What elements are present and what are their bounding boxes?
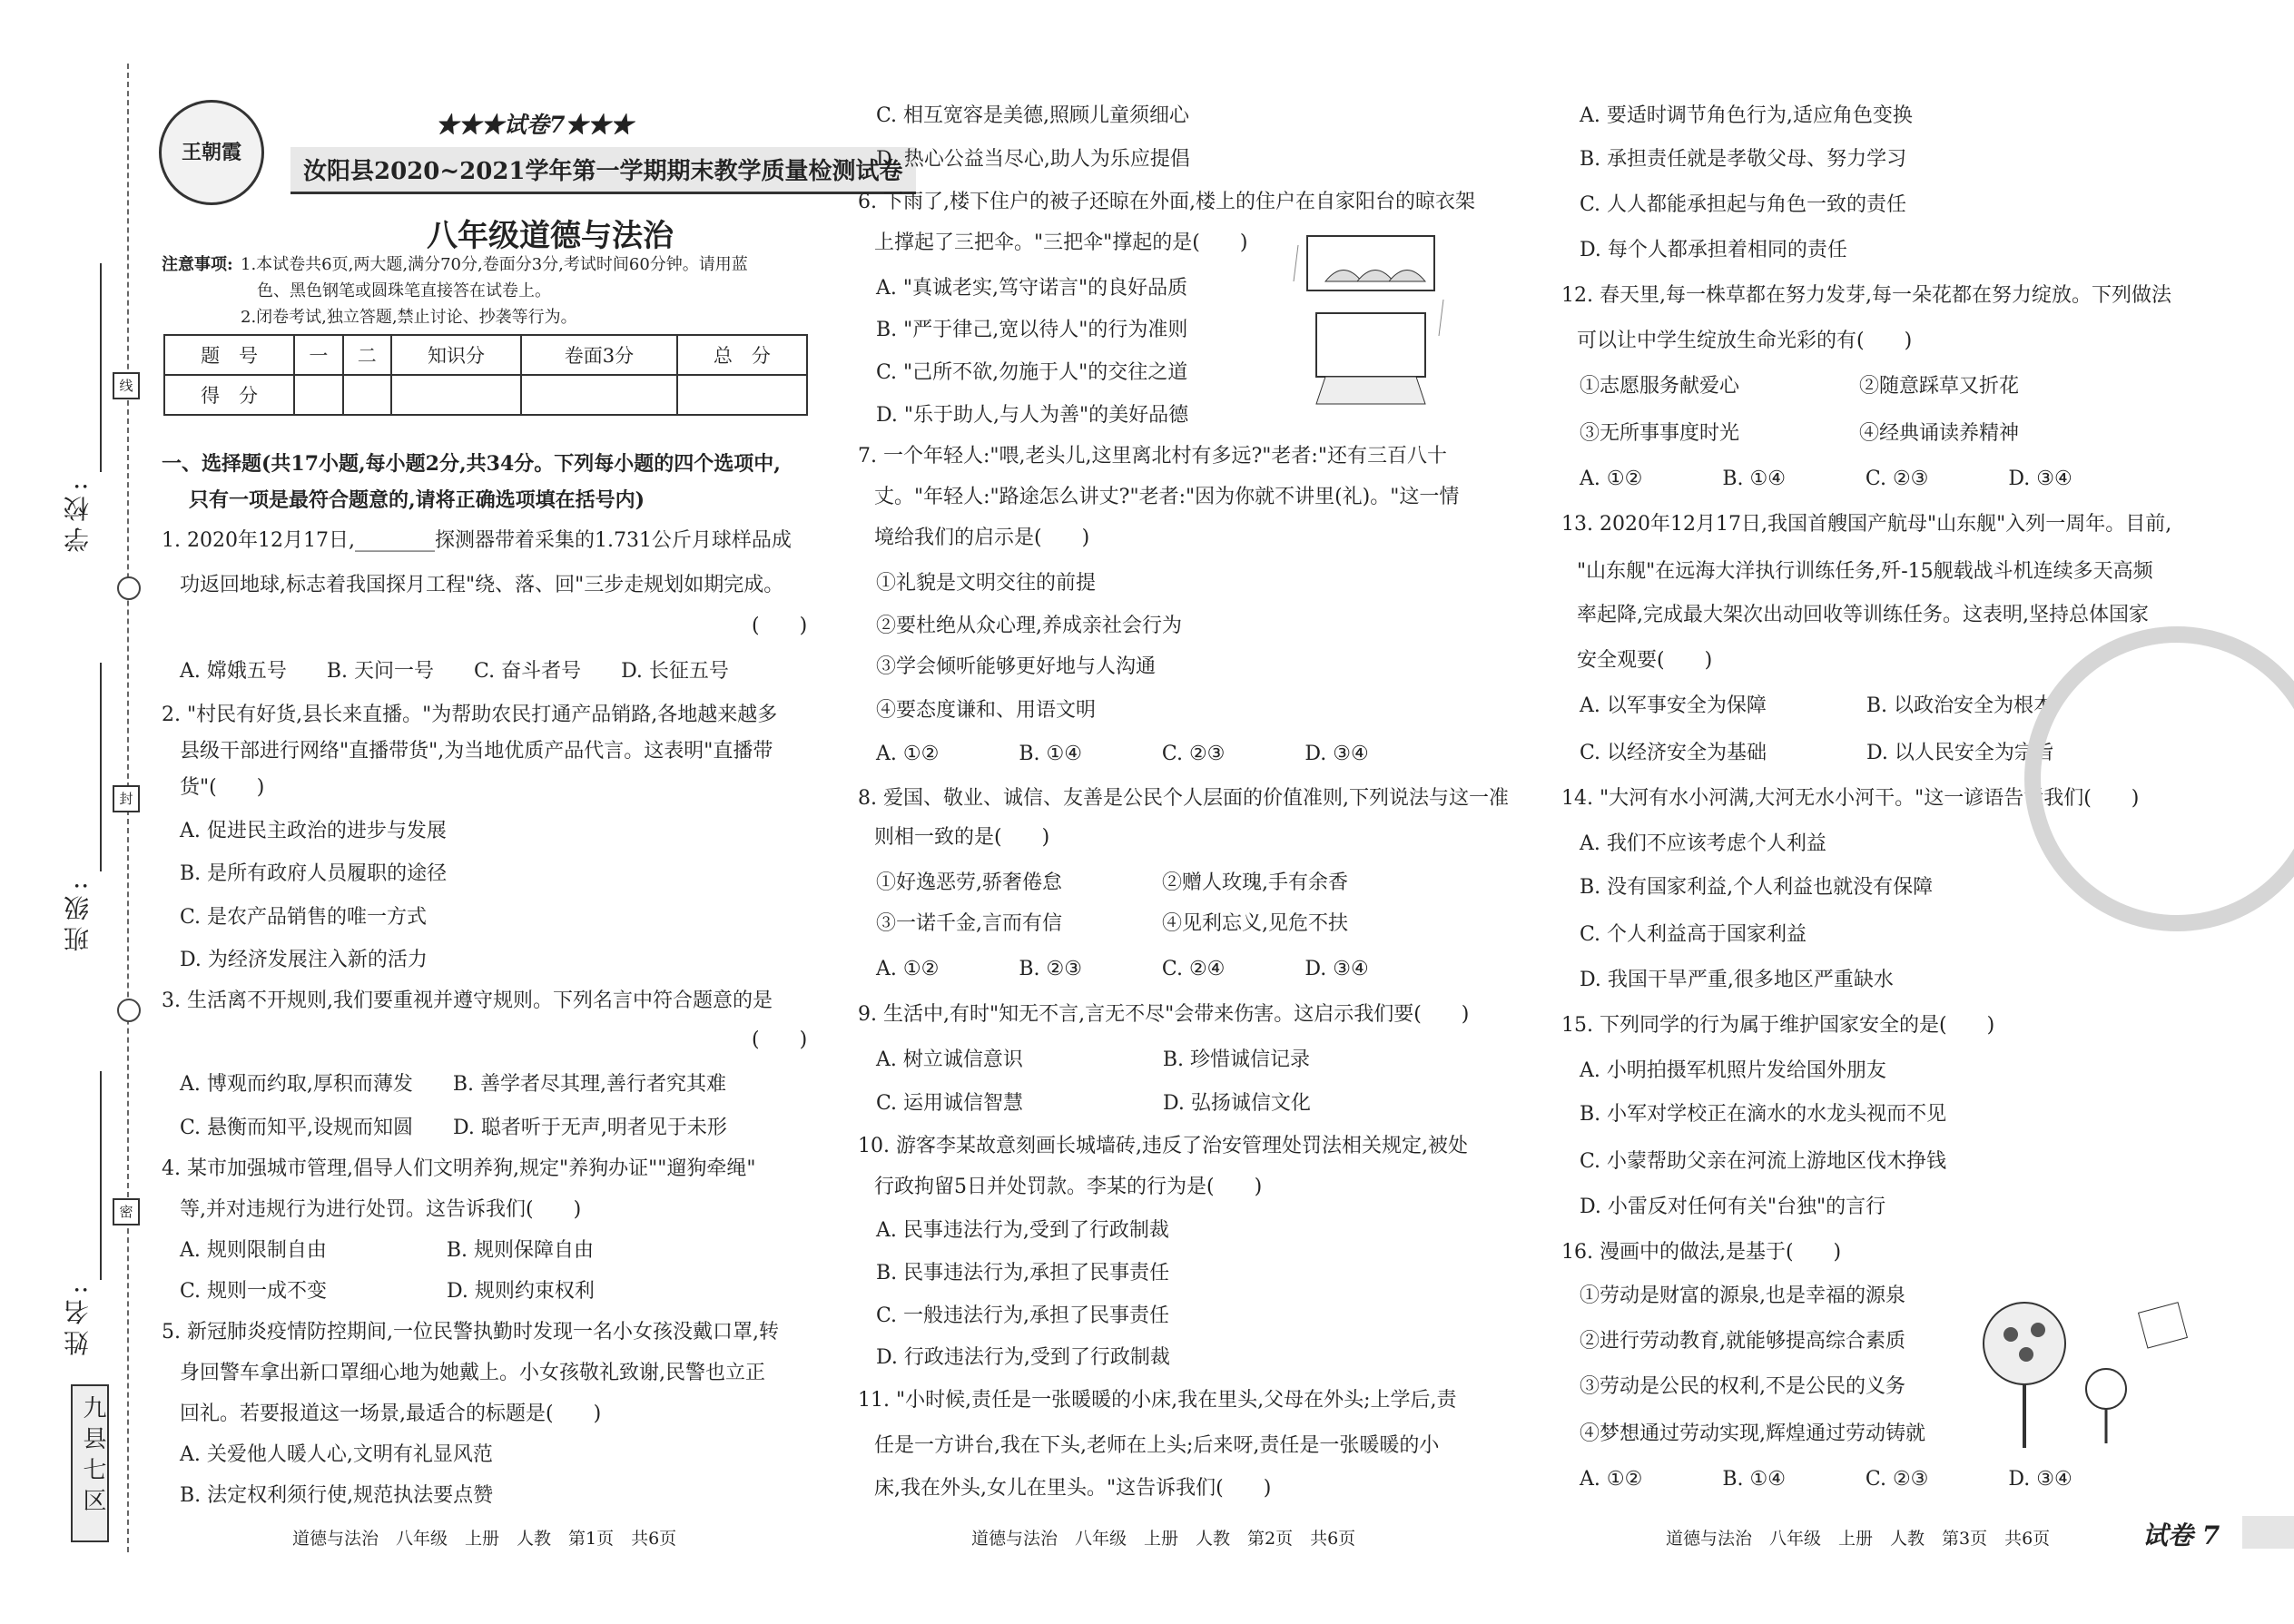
question-line: 13. 2020年12月17日,我国首艘国产航母"山东舰"入列一周年。目前, — [1561, 513, 2172, 536]
score-input[interactable] — [391, 375, 521, 415]
question-line: 境给我们的启示是( ) — [874, 527, 1090, 549]
question-line: 上撑起了三把伞。"三把伞"撑起的是( ) — [874, 231, 1248, 254]
binding-hole-2 — [117, 999, 141, 1022]
question-line: 5. 新冠肺炎疫情防控期间,一位民警执勤时发现一名小女孩没戴口罩,转 — [162, 1321, 779, 1343]
labor-cartoon — [1970, 1289, 2197, 1462]
secret-stamp-graphic — [2024, 626, 2294, 931]
question-line: 丈。"年轻人:"路途怎么讲丈?"老者:"因为你就不讲里(礼)。"这一情 — [874, 486, 1460, 508]
question-line: A. ①② B. ①④ C. ②③ D. ③④ — [1580, 1468, 2072, 1491]
score-value-row — [164, 375, 807, 415]
question-line: 回礼。若要报道这一场景,最适合的标题是( ) — [180, 1403, 602, 1425]
footer-page-3: 道德与法治 八年级 上册 人教 第3页 共6页 — [1666, 1529, 2051, 1549]
question-line: 6. 下雨了,楼下住户的被子还晾在外面,楼上的住户在自家阳台的晾衣架 — [858, 191, 1475, 213]
notes-line-2: 色、黑色钢笔或圆珠笔直接答在试卷上。 — [257, 281, 551, 300]
question-line: ②进行劳动教育,就能够提高综合素质 — [1580, 1330, 1905, 1353]
question-line: 12. 春天里,每一株草都在努力发芽,每一朵花都在努力绽放。下列做法 — [1561, 284, 2171, 307]
question-line: 功返回地球,标志着我国探月工程"绕、落、回"三步走规划如期完成。 — [180, 574, 784, 596]
question-line: ②要杜绝从众心理,养成亲社会行为 — [876, 615, 1182, 637]
class-underline — [100, 663, 102, 871]
question-line: 7. 一个年轻人:"喂,老头儿,这里离北村有多远?"老者:"还有三百八十 — [858, 445, 1447, 468]
question-line: 15. 下列同学的行为属于维护国家安全的是( ) — [1561, 1014, 1995, 1037]
name-label: 姓名: — [63, 1280, 93, 1356]
question-line: A. 民事违法行为,受到了行政制裁 — [876, 1219, 1169, 1242]
score-input[interactable] — [294, 375, 342, 415]
question-line: C. 是农产品销售的唯一方式 — [180, 906, 428, 929]
score-table — [163, 334, 808, 416]
question-line: 2. "村民有好货,县长来直播。"为帮助农民打通产品销路,各地越来越多 — [162, 704, 778, 726]
question-line: A. "真诚老实,笃守诺言"的良好品质 — [876, 277, 1188, 300]
question-line: 率起降,完成最大架次出动回收等训练任务。这表明,坚持总体国家 — [1577, 604, 2149, 626]
question-line: A. ①② B. ①④ C. ②③ D. ③④ — [1580, 468, 2072, 490]
question-line: D. "乐于助人,与人为善"的美好品德 — [876, 404, 1189, 427]
question-line: 床,我在外头,女儿在里头。"这告诉我们( ) — [874, 1477, 1272, 1500]
question-line: C. 小蒙帮助父亲在河流上游地区伐木挣钱 — [1580, 1150, 1947, 1173]
question-line: 9. 生活中,有时"知无不言,言无不尽"会带来伤害。这启示我们要( ) — [858, 1003, 1470, 1026]
question-line: A. 我们不应该考虑个人利益 — [1580, 832, 1826, 855]
section-heading-1: 一、选择题(共17小题,每小题2分,共34分。下列每小题的四个选项中, — [162, 452, 781, 476]
footer-tag: 试卷 7 — [2142, 1521, 2220, 1550]
question-line: C. "己所不欲,勿施于人"的交往之道 — [876, 361, 1188, 384]
question-line: ①礼貌是文明交往的前提 — [876, 572, 1097, 595]
question-line: B. 民事违法行为,承担了民事责任 — [876, 1262, 1170, 1284]
question-line: A. 树立诚信意识 B. 珍惜诚信记录 — [876, 1048, 1311, 1071]
footer-page-1: 道德与法治 八年级 上册 人教 第1页 共6页 — [292, 1529, 677, 1549]
subject-title: 八年级道德与法治 — [427, 218, 674, 254]
notes-label: 注意事项: — [162, 255, 233, 274]
question-line: C. 个人利益高于国家利益 — [1580, 923, 1807, 946]
question-line: 4. 某市加强城市管理,倡导人们文明养狗,规定"养狗办证""遛狗牵绳" — [162, 1157, 756, 1180]
question-line: 货"( ) — [180, 776, 265, 799]
score-cell: 二 — [343, 335, 391, 375]
mark-mi: 密 — [113, 1198, 140, 1225]
score-input[interactable] — [343, 375, 391, 415]
question-line: 8. 爱国、敬业、诚信、友善是公民个人层面的价值准则,下列说法与这一准 — [858, 787, 1509, 810]
score-cell: 得 分 — [164, 375, 294, 415]
question-line: A. 规则限制自由 B. 规则保障自由 — [180, 1239, 595, 1262]
question-line: B. 是所有政府人员履职的途径 — [180, 862, 448, 885]
question-line: B. 法定权利须行使,规范执法要点赞 — [180, 1484, 494, 1507]
score-cell: 一 — [294, 335, 342, 375]
question-line: C. 规则一成不变 D. 规则约束权利 — [180, 1280, 595, 1303]
question-line: D. 为经济发展注入新的活力 — [180, 949, 428, 971]
footer-tag-bar — [2242, 1516, 2294, 1549]
score-cell: 总 分 — [677, 335, 807, 375]
name-underline — [100, 1071, 102, 1280]
question-line: B. "严于律己,宽以待人"的行为准则 — [876, 319, 1188, 341]
question-line: ①好逸恶劳,骄奢倦怠 ②赠人玫瑰,手有余香 — [876, 871, 1348, 894]
question-line: B. 小军对学校正在滴水的水龙头视而不见 — [1580, 1103, 1947, 1126]
question-line: 县级干部进行网络"直播带货",为当地优质产品代言。这表明"直播带 — [180, 740, 773, 763]
question-line: C. 运用诚信智慧 D. 弘扬诚信文化 — [876, 1092, 1311, 1115]
question-line: 1. 2020年12月17日,________探测器带着采集的1.731公斤月球样品成 — [162, 529, 792, 552]
school-underline — [100, 263, 102, 472]
score-input[interactable] — [521, 375, 677, 415]
notes-line-3: 2.闭卷考试,独立答题,禁止讨论、抄袭等行为。 — [241, 308, 577, 327]
question-line: ③无所事事度时光 ④经典诵读养精神 — [1580, 422, 2020, 445]
question-line: B. 承担责任就是孝敬父母、努力学习 — [1580, 148, 1907, 171]
question-line: 等,并对违规行为进行处罚。这告诉我们( ) — [180, 1198, 582, 1221]
exam-title: 汝阳县2020~2021学年第一学期期末教学质量检测试卷 — [290, 147, 916, 194]
question-line: A. 以军事安全为保障 B. 以政治安全为根本 — [1580, 694, 2054, 717]
question-line: A. 要适时调节角色行为,适应角色变换 — [1580, 104, 1913, 127]
binding-hole-1 — [117, 576, 141, 600]
question-line: 任是一方讲台,我在下头,老师在上头;后来呀,责任是一张暖暖的小 — [874, 1434, 1440, 1457]
question-line: C. 相互宽容是美德,照顾儿童须细心 — [876, 104, 1190, 127]
question-line: 身回警车拿出新口罩细心地为她戴上。小女孩敬礼致谢,民警也立正 — [180, 1362, 765, 1384]
question-line: C. 以经济安全为基础 D. 以人民安全为宗旨 — [1580, 742, 2054, 764]
question-line: C. 悬衡而知平,设规而知圆 D. 聪者听于无声,明者见于未形 — [180, 1117, 727, 1139]
school-label: 学校: — [63, 477, 93, 553]
question-line: A. 促进民主政治的进步与发展 — [180, 820, 447, 842]
paper-tag: ★★★试卷7★★★ — [436, 112, 634, 138]
question-line: D. 热心公益当尽心,助人为乐应提倡 — [876, 148, 1190, 171]
question-line: D. 每个人都承担着相同的责任 — [1580, 239, 1847, 261]
question-line: ①志愿服务献爱心 ②随意踩草又折花 — [1580, 375, 2020, 398]
question-line: C. 一般违法行为,承担了民事责任 — [876, 1304, 1170, 1327]
umbrella-illustration — [1289, 227, 1452, 408]
question-line: ③一诺千金,言而有信 ④见利忘义,见危不扶 — [876, 912, 1348, 935]
question-line: 3. 生活离不开规则,我们要重视并遵守规则。下列名言中符合题意的是 — [162, 989, 773, 1012]
notes-line-1: 1.本试卷共6页,两大题,满分70分,卷面分3分,考试时间60分钟。请用蓝 — [241, 255, 748, 274]
score-cell: 知识分 — [391, 335, 521, 375]
question-line: 10. 游客李某故意刻画长城墙砖,违反了治安管理处罚法相关规定,被处 — [858, 1135, 1468, 1157]
question-line: ④梦想通过劳动实现,辉煌通过劳动铸就 — [1580, 1422, 1925, 1445]
question-line: ④要态度谦和、用语文明 — [876, 699, 1097, 722]
question-line: A. ①② B. ①④ C. ②③ D. ③④ — [876, 743, 1369, 765]
logo-text: 王朝霞 — [181, 141, 241, 164]
question-line: ( ) — [752, 1029, 808, 1051]
question-line: A. ①② B. ②③ C. ②④ D. ③④ — [876, 958, 1369, 980]
mark-feng: 封 — [113, 785, 140, 812]
question-line: ①劳动是财富的源泉,也是幸福的源泉 — [1580, 1284, 1905, 1307]
region-box — [71, 1384, 109, 1542]
question-line: ③学会倾听能够更好地与人沟通 — [876, 655, 1157, 678]
question-line: C. 人人都能承担起与角色一致的责任 — [1580, 193, 1907, 216]
question-line: ( ) — [752, 615, 808, 637]
question-line: ③劳动是公民的权利,不是公民的义务 — [1580, 1375, 1905, 1398]
score-cell: 卷面3分 — [521, 335, 677, 375]
question-line: "山东舰"在远海大洋执行训练任务,歼-15舰载战斗机连续多天高频 — [1577, 560, 2153, 583]
footer-page-2: 道德与法治 八年级 上册 人教 第2页 共6页 — [971, 1529, 1356, 1549]
question-line: B. 没有国家利益,个人利益也就没有保障 — [1580, 876, 1934, 899]
question-line: 则相一致的是( ) — [874, 826, 1050, 849]
logo — [159, 100, 264, 205]
question-line: A. 小明拍摄军机照片发给国外朋友 — [1580, 1059, 1886, 1082]
section-heading-2: 只有一项是最符合题意的,请将正确选项填在括号内) — [189, 488, 645, 512]
score-input[interactable] — [677, 375, 807, 415]
region-label: 九县七区 — [79, 1395, 106, 1519]
question-line: 16. 漫画中的做法,是基于( ) — [1561, 1241, 1842, 1264]
question-line: A. 嫦娥五号 B. 天问一号 C. 奋斗者号 D. 长征五号 — [180, 660, 729, 683]
question-line: D. 行政违法行为,受到了行政制裁 — [876, 1346, 1170, 1369]
question-line: 11. "小时候,责任是一张暖暖的小床,我在里头,父母在外头;上学后,责 — [858, 1389, 1457, 1412]
question-line: A. 关爱他人暖人心,文明有礼显风范 — [180, 1443, 493, 1466]
class-label: 班级: — [63, 876, 93, 952]
mark-xian: 线 — [113, 372, 140, 399]
question-line: D. 我国干旱严重,很多地区严重缺水 — [1580, 969, 1894, 991]
score-header-row — [164, 335, 807, 375]
score-cell: 题 号 — [164, 335, 294, 375]
question-line: 可以让中学生绽放生命光彩的有( ) — [1577, 330, 1913, 352]
question-line: 安全观要( ) — [1577, 649, 1713, 672]
question-line: D. 小雷反对任何有关"台独"的言行 — [1580, 1196, 1886, 1218]
question-line: 14. "大河有水小河满,大河无水小河干。"这一谚语告诉我们( ) — [1561, 787, 2140, 810]
question-line: 行政拘留5日并处罚款。李某的行为是( ) — [874, 1176, 1263, 1198]
question-line: A. 博观而约取,厚积而薄发 B. 善学者尽其理,善行者究其难 — [180, 1073, 727, 1096]
